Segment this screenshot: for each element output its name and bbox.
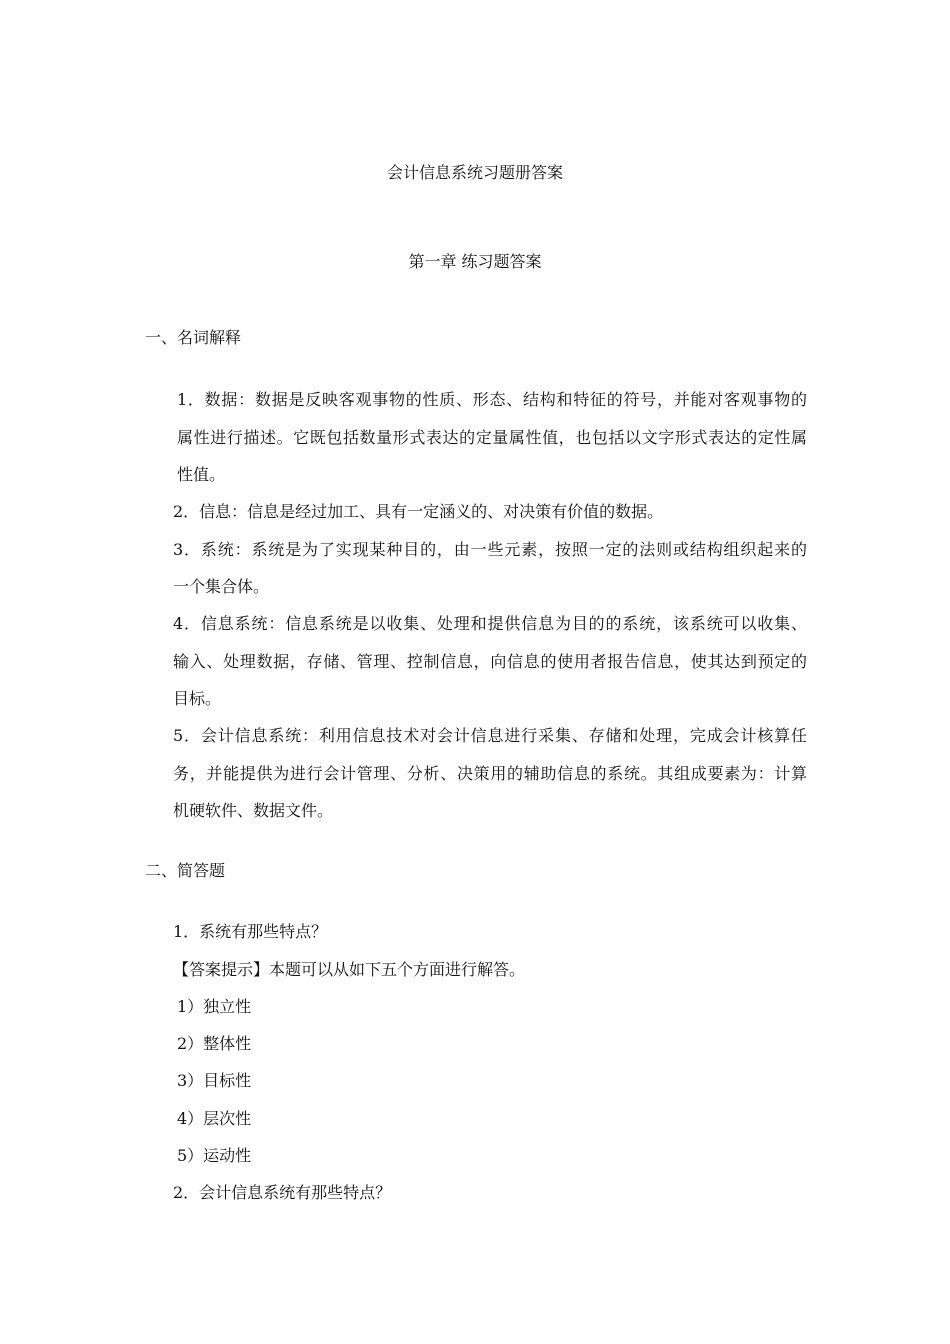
question-1: 1．系统有那些特点？	[173, 922, 328, 941]
section-heading-short-answer: 二、简答题	[145, 861, 226, 880]
term-information-line-1: 2．信息：信息是经过加工、具有一定涵义的、对决策有价值的数据。	[173, 502, 664, 521]
point-4: 4）层次性	[177, 1109, 252, 1128]
term-ais-line-2: 务，并能提供为进行会计管理、分析、决策用的辅助信息的系统。其组成要素为：计算	[173, 764, 807, 783]
term-system-line-2: 一个集合体。	[173, 577, 270, 596]
chapter-heading: 第一章 练习题答案	[408, 252, 542, 271]
point-3: 3）目标性	[177, 1071, 252, 1090]
term-system-line-1: 3．系统：系统是为了实现某种目的，由一些元素，按照一定的法则或结构组织起来的	[173, 540, 807, 559]
point-5: 5）运动性	[177, 1146, 252, 1165]
answer-hint: 【答案提示】本题可以从如下五个方面进行解答。	[173, 960, 526, 979]
question-2: 2．会计信息系统有那些特点？	[173, 1183, 392, 1202]
term-data-line-2: 属性进行描述。它既包括数量形式表达的定量属性值，也包括以文字形式表达的定性属	[177, 428, 807, 447]
section-heading-terms: 一、名词解释	[145, 328, 242, 347]
term-data-line-1: 1．数据：数据是反映客观事物的性质、形态、结构和特征的符号，并能对客观事物的	[177, 390, 807, 409]
term-data-line-3: 性值。	[177, 465, 226, 484]
document-title: 会计信息系统习题册答案	[386, 163, 563, 182]
term-info-system-line-2: 输入、处理数据，存储、管理、控制信息，向信息的使用者报告信息，使其达到预定的	[173, 652, 807, 671]
term-info-system-line-1: 4．信息系统：信息系统是以收集、处理和提供信息为目的的系统，该系统可以收集、	[173, 614, 807, 633]
term-ais-line-1: 5．会计信息系统：利用信息技术对会计信息进行采集、存储和处理，完成会计核算任	[173, 726, 807, 745]
term-ais-line-3: 机硬软件、数据文件。	[173, 801, 334, 820]
point-2: 2）整体性	[177, 1034, 252, 1053]
point-1: 1）独立性	[177, 997, 252, 1016]
term-info-system-line-3: 目标。	[173, 689, 222, 708]
